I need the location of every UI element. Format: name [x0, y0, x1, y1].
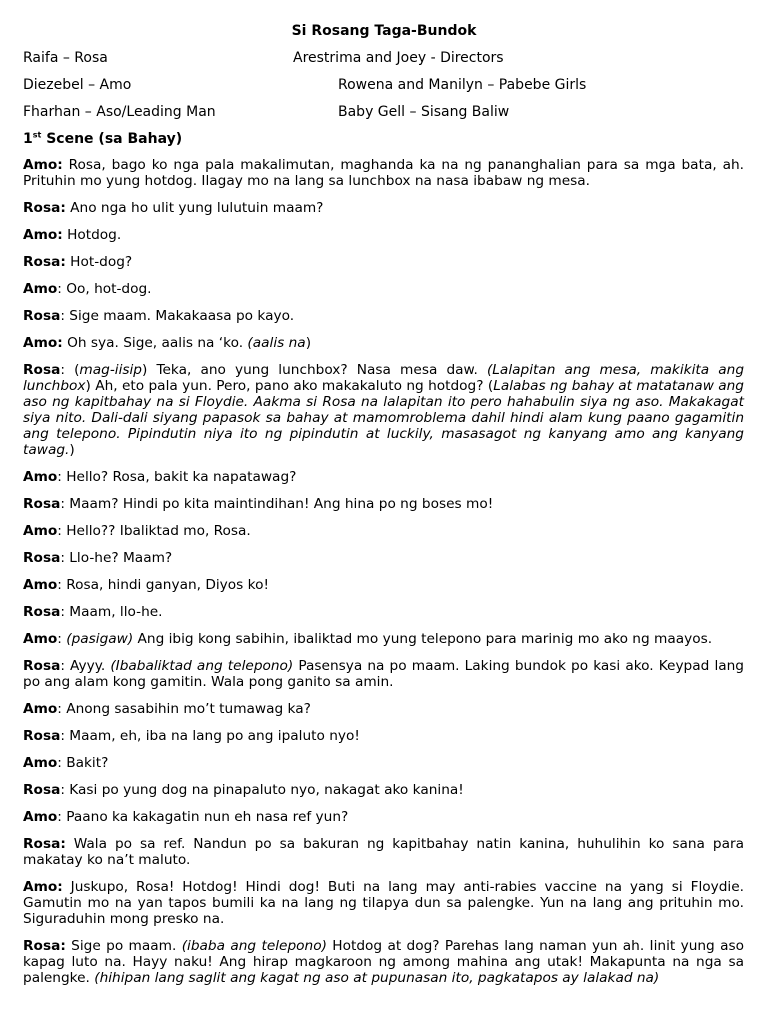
dialogue-line [23, 308, 744, 324]
line-text: : ( [60, 362, 80, 378]
dialogue-line [23, 469, 744, 485]
stage-direction: mag-iisip [79, 362, 142, 378]
dialogue-line [23, 631, 744, 647]
dialogue-line [23, 701, 744, 717]
line-text: : Hello? Rosa, bakit ka napatawag? [57, 469, 297, 485]
speaker-name: Amo [23, 809, 58, 825]
line-text: Oh sya. Sige, aalis na ‘ko. [62, 335, 248, 351]
line-text: Hot-dog? [65, 254, 133, 270]
line-text: ) Ah, eto pala yun. Pero, pano ako makakaluto ng hotdog? ( [85, 378, 494, 394]
dialogue-line [23, 577, 744, 593]
cast-entry: Baby Gell – Sisang Baliw [338, 104, 510, 120]
line-text: : Rosa, hindi ganyan, Diyos ko! [57, 577, 269, 593]
line-text: Juskupo, Rosa! Hotdog! Hindi dog! Buti na lang may anti-rabies vaccine na yang si Floydie. Gamutin mo na yan tapos bumili ka na lang ng tilapya dun sa palengke. Yun na lang ang prituhin mo. Siguraduhin mong presko na. [23, 879, 744, 927]
speaker-name: Amo [23, 701, 58, 717]
line-text: ) [69, 442, 75, 458]
line-text: ) Teka, ano yung lunchbox? Nasa mesa daw. [142, 362, 487, 378]
line-text: : Maam, eh, iba na lang po ang ipaluto nyo! [60, 728, 360, 744]
line-text: : Hello?? Ibaliktad mo, Rosa. [57, 523, 251, 539]
dialogue-line [23, 254, 744, 270]
scene-heading [23, 130, 182, 148]
speaker-name: Rosa [23, 362, 61, 378]
dialogue-line [23, 658, 744, 690]
speaker-name: Rosa [23, 782, 61, 798]
stage-direction: Lalabas ng bahay at matatanaw ang aso ng kapitbahay na si Floydie. Aakma si Rosa na lalapitan ito pero hahabulin siya ng aso. Makakagat siya nito. Dali-dali siyang papasok sa bahay at mamomroblema dahil hindi alam kung paano gagamitin ang telepono. Pipindutin niya ito ng pipindutin at luckily, masasagot ng kanyang amo ang kanyang tawag. [23, 378, 744, 458]
stage-direction: (pasigaw) [66, 631, 134, 647]
speaker-name: Amo [23, 631, 58, 647]
speaker-name: Rosa: [23, 254, 66, 270]
line-text: Ano nga ho ulit yung lulutuin maam? [65, 200, 324, 216]
line-text: Ang ibig kong sabihin, ibaliktad mo yung telepono para marinig mo ako ng maayos. [133, 631, 713, 647]
line-text: Wala po sa ref. Nandun po sa bakuran ng kapitbahay natin kanina, huhulihin ko sana para makatay ko na’t maluto. [23, 836, 744, 868]
dialogue-line [23, 523, 744, 539]
line-text: : Maam, llo-he. [60, 604, 163, 620]
dialogue-line [23, 604, 744, 620]
speaker-name: Rosa [23, 308, 61, 324]
speaker-name: Rosa: [23, 938, 66, 954]
stage-direction: (Ibabaliktad ang telepono) [110, 658, 294, 674]
line-text: : Sige maam. Makakaasa po kayo. [60, 308, 295, 324]
speaker-name: Amo: [23, 879, 63, 895]
speaker-name: Rosa [23, 550, 61, 566]
line-text: : Maam? Hindi po kita maintindihan! Ang hina po ng boses mo! [60, 496, 494, 512]
speaker-name: Rosa [23, 728, 61, 744]
stage-direction: (ibaba ang telepono) [181, 938, 327, 954]
cast-entry: Fharhan – Aso/Leading Man [23, 104, 216, 120]
speaker-name: Rosa [23, 604, 61, 620]
speaker-name: Amo [23, 281, 58, 297]
line-text: Sige po maam. [65, 938, 182, 954]
line-text: : Bakit? [57, 755, 109, 771]
dialogue-line [23, 755, 744, 771]
dialogue-line [23, 938, 744, 986]
dialogue-line [23, 728, 744, 744]
speaker-name: Amo [23, 577, 58, 593]
dialogue-line [23, 281, 744, 297]
dialogue-line [23, 836, 744, 868]
document-title: Si Rosang Taga-Bundok [291, 23, 477, 39]
cast-entry: Arestrima and Joey - Directors [293, 50, 504, 66]
line-text: : Ayyy. [60, 658, 111, 674]
stage-direction: (hihipan lang saglit ang kagat ng aso at pupunasan ito, pagkatapos ay lalakad na) [94, 970, 660, 986]
dialogue-line [23, 550, 744, 566]
scene-number-suffix: st [32, 130, 42, 140]
line-text: : [57, 631, 67, 647]
cast-entry: Raifa – Rosa [23, 50, 108, 66]
speaker-name: Rosa [23, 496, 61, 512]
speaker-name: Amo [23, 523, 58, 539]
line-text: : Oo, hot-dog. [57, 281, 152, 297]
line-text: : Paano ka kakagatin nun eh nasa ref yun? [57, 809, 349, 825]
dialogue-line [23, 362, 744, 458]
line-text: : Kasi po yung dog na pinapaluto nyo, nakagat ako kanina! [60, 782, 464, 798]
speaker-name: Rosa: [23, 200, 66, 216]
line-text: Hotdog at dog? Parehas lang naman yun ah. Iinit yung aso kapag luto na. Hayy naku! Ang hirap magkaroon ng among mahina ang utak! Makapunta na nga sa palengke. [23, 938, 744, 986]
speaker-name: Amo [23, 469, 58, 485]
speaker-name: Amo: [23, 157, 63, 173]
speaker-name: Rosa [23, 658, 61, 674]
dialogue-line [23, 782, 744, 798]
dialogue [23, 157, 744, 997]
scene-heading-text: Scene (sa Bahay) [41, 131, 183, 147]
stage-direction: (aalis na [247, 335, 306, 351]
line-text: : Anong sasabihin mo’t tumawag ka? [57, 701, 311, 717]
speaker-name: Rosa: [23, 836, 66, 852]
line-text: Rosa, bago ko nga pala makalimutan, maghanda ka na ng pananghalian para sa mga bata, ah. Prituhin mo yung hotdog. Ilagay mo na lang sa lunchbox na nasa ibabaw ng mesa. [23, 157, 744, 189]
dialogue-line [23, 157, 744, 189]
line-text: Pasensya na po maam. Laking bundok po kasi ako. Keypad lang po ang alam kong gamitin. Wala pong ganito sa amin. [23, 658, 744, 690]
dialogue-line [23, 496, 744, 512]
stage-direction: (Lalapitan ang mesa, makikita ang lunchbox [23, 362, 745, 394]
line-text: ) [305, 335, 312, 351]
dialogue-line [23, 200, 744, 216]
speaker-name: Amo: [23, 335, 63, 351]
dialogue-line [23, 335, 744, 351]
line-text: : Llo-he? Maam? [60, 550, 173, 566]
dialogue-line [23, 879, 744, 927]
cast-entry: Rowena and Manilyn – Pabebe Girls [338, 77, 587, 93]
speaker-name: Amo: [23, 227, 63, 243]
scene-number: 1 [23, 131, 33, 147]
dialogue-line [23, 809, 744, 825]
cast-entry: Diezebel – Amo [23, 77, 132, 93]
dialogue-line [23, 227, 744, 243]
speaker-name: Amo [23, 755, 58, 771]
line-text: Hotdog. [62, 227, 122, 243]
